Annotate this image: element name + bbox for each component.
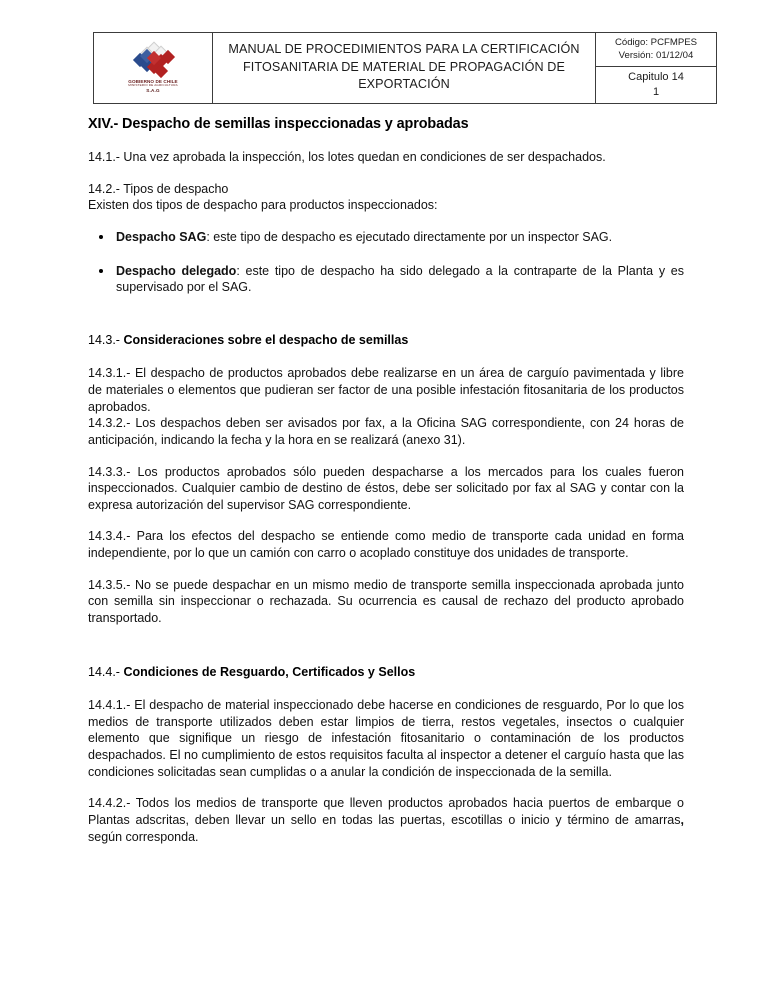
header-page-number: 1 <box>652 86 660 99</box>
paragraph-14-3-4: 14.3.4.- Para los efectos del despacho se entiende como medio de transporte cada unidad en forma independiente, por lo que un camión con carro o acoplado constituye dos unidades de transporte. <box>88 529 684 560</box>
paragraph-14-2-title: 14.2.- Tipos de despacho <box>88 181 229 196</box>
paragraph-14-4-2-comma: , <box>680 812 684 827</box>
paragraph-14-4-2-part-a: 14.4.2.- Todos los medios de transporte que lleven productos aprobados hacia puertos de embarque o Plantas adscritas, deben llevar un sello en todas las puertas, escotillas o inicio y término de amarras <box>88 796 684 827</box>
paragraph-14-3-3: 14.3.3.- Los productos aprobados sólo pueden despacharse a los mercados para los cuales fueron inspeccionados. Cualquier cambio de destino de éstos, debe ser solicitado por fax al SAG y contar con la expresa autorización del supervisor SAG correspondiente. <box>88 464 684 512</box>
list-item-term: Despacho SAG <box>116 229 207 244</box>
section-number-14-3: 14.3.- <box>88 332 124 347</box>
header-codigo: Código: PCFMPES <box>614 36 698 48</box>
section-title-14-4: Condiciones de Resguardo, Certificados y Sellos <box>123 664 416 679</box>
sag-logo <box>94 33 212 103</box>
header-version: Versión: 01/12/04 <box>618 49 694 61</box>
header-meta-bottom-cell <box>596 67 717 104</box>
section-number-14-4: 14.4.- <box>88 664 124 679</box>
paragraph-14-3-1: 14.3.1.- El despacho de productos aprobados debe realizarse en un área de carguío pavimentada y libre de materiales o elementos que pudieran ser factor de una posible infestación fitosanitaria de los productos aprobados. <box>88 366 684 414</box>
document-body <box>88 116 684 860</box>
logo-line-ministerio: MINISTERIO DE AGRICULTURA <box>128 83 178 88</box>
document-header-table <box>93 32 717 104</box>
header-meta-top-cell <box>596 33 717 67</box>
bullet-dot-icon <box>99 235 103 239</box>
section-heading-14-3 <box>88 332 684 349</box>
paragraph-14-2-intro: Existen dos tipos de despacho para productos inspeccionados: <box>88 198 438 213</box>
paragraph-14-3-2: 14.3.2.- Los despachos deben ser avisados por fax, a la Oficina SAG correspondiente, con 24 horas de anticipación, indicando la fecha y la hora en se realizará (anexo 31). <box>88 416 684 447</box>
list-item-description: : este tipo de despacho ha sido delegado a la contraparte de la Planta y es supervisado por el SAG. <box>116 263 684 295</box>
page-title: XIV.- Despacho de semillas inspeccionadas y aprobadas <box>88 116 469 132</box>
header-logo-cell <box>94 33 213 104</box>
list-item-term: Despacho delegado <box>116 263 237 278</box>
header-capitulo: Capitulo 14 <box>628 71 684 84</box>
paragraph-14-3-5: 14.3.5.- No se puede despachar en un mismo medio de transporte semilla inspeccionada aprobada junto con semilla sin inspeccionar o rechazada. Su ocurrencia es causal de rechazo del producto aprobado transportado. <box>88 577 684 625</box>
section-title-14-3: Consideraciones sobre el despacho de semillas <box>123 332 409 347</box>
header-title: MANUAL DE PROCEDIMIENTOS PARA LA CERTIFICACIÓN FITOSANITARIA DE MATERIAL DE PROPAGACIÓN DE EXPORTACIÓN <box>228 41 580 92</box>
despacho-types-list <box>88 229 684 296</box>
chile-government-sag-logo-icon <box>131 44 175 78</box>
header-title-cell <box>213 33 596 104</box>
paragraph-14-4-1: 14.4.1.- El despacho de material inspeccionado debe hacerse en condiciones de resguardo, Por lo que los medios de transporte utilizados deben estar limpios de tierra, restos vegetales, insectos o cualquier elemento que signifique un riesgo de infestación fitosanitario o contaminación de los productos despachados. El no cumplimiento de estos requisitos faculta al inspector a detener el carguío hasta que las condiciones solicitadas sean cumplidas o a anular la condición de inspeccionada de la semilla. <box>88 698 684 779</box>
list-item-description: : este tipo de despacho es ejecutado directamente por un inspector SAG. <box>206 229 613 244</box>
list-item <box>88 263 684 296</box>
logo-line-sag: S.A.G <box>146 88 160 93</box>
logo-line-gobierno: GOBIERNO DE CHILE <box>128 79 178 85</box>
section-heading-14-4 <box>88 664 684 681</box>
paragraph-14-1: 14.1.- Una vez aprobada la inspección, los lotes quedan en condiciones de ser despachados. <box>88 150 606 164</box>
paragraph-14-4-2 <box>88 795 684 845</box>
paragraph-14-4-2-part-b: según corresponda. <box>88 829 199 844</box>
bullet-dot-icon <box>99 269 103 273</box>
list-item <box>88 229 684 246</box>
